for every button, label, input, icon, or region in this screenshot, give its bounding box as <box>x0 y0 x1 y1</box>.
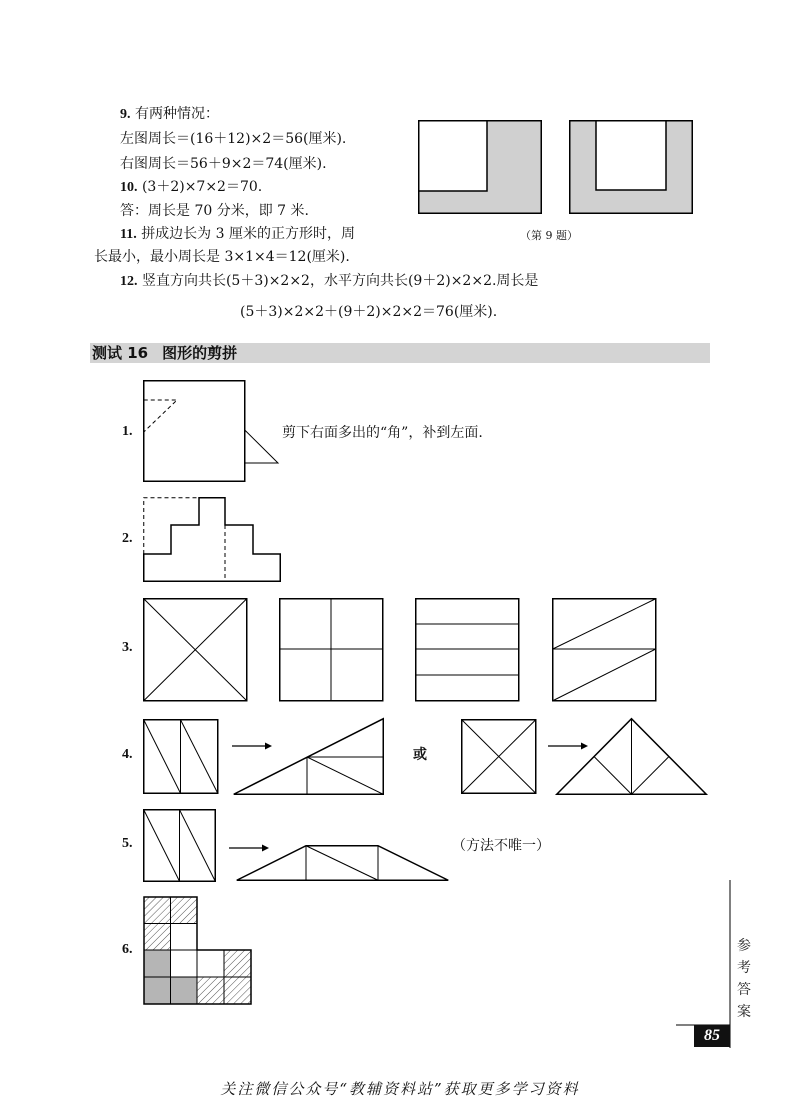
item3-square-quarters <box>279 598 384 702</box>
item5-note: （方法不唯一） <box>452 838 550 854</box>
q9-heading <box>120 104 219 125</box>
q10-number: 10. <box>120 180 138 195</box>
section-label: 测试 16 <box>92 344 149 362</box>
q11-line1 <box>120 224 355 245</box>
page-number: 85 <box>694 1025 730 1047</box>
footer-note: 关注微信公众号“教辅资料站”获取更多学习资料 <box>220 1080 580 1098</box>
item3-square-strips <box>415 598 520 702</box>
item5-result-trapezoid <box>236 845 450 882</box>
section-heading <box>92 343 237 363</box>
sidebar-label: 参考答案 <box>737 938 751 1020</box>
q12-line1 <box>120 271 538 292</box>
item5-number: 5. <box>122 836 133 851</box>
item4-square-a <box>143 719 219 795</box>
q9-number: 9. <box>120 107 131 122</box>
item5-square <box>143 809 217 883</box>
item3-number: 3. <box>122 640 133 655</box>
item3-square-diagonals <box>143 598 248 702</box>
item6-number: 6. <box>122 942 133 957</box>
q11-line2: 长最小，最小周长是 3×1×4＝12(厘米). <box>94 249 350 265</box>
item4-or: 或 <box>413 747 427 763</box>
item1-figure <box>143 380 283 484</box>
item4-result-triangle-b <box>556 718 708 796</box>
q9-right-figure <box>569 120 693 214</box>
section-title: 图形的剪拼 <box>162 344 238 362</box>
q10-formula: (3＋2)×7×2＝70. <box>141 179 263 195</box>
q11-number: 11. <box>120 227 137 242</box>
q12-text1: 竖直方向共长(5＋3)×2×2，水平方向共长(9＋2)×2×2.周长是 <box>141 273 539 289</box>
item6-grid-figure <box>143 896 253 1006</box>
q12-number: 12. <box>120 274 138 289</box>
q9-caption: （第 9 题） <box>520 229 578 242</box>
item4-number: 4. <box>122 747 133 762</box>
q11-text1: 拼成边长为 3 厘米的正方形时，周 <box>141 226 355 242</box>
q9-left-figure <box>418 120 542 214</box>
q9-right-perimeter: 右图周长＝56＋9×2＝74(厘米). <box>120 156 327 172</box>
q9-left-perimeter: 左图周长＝(16＋12)×2＝56(厘米). <box>120 131 347 147</box>
item1-text: 剪下右面多出的“角”，补到左面. <box>282 425 483 441</box>
q12-line2: (5＋3)×2×2＋(9＋2)×2×2＝76(厘米). <box>240 304 498 320</box>
item4-square-b <box>461 719 537 795</box>
item3-square-slanted <box>552 598 657 702</box>
q10-formula-line <box>120 177 262 198</box>
item1-number: 1. <box>122 424 133 439</box>
q9-intro: 有两种情况： <box>134 106 219 122</box>
item2-figure <box>143 497 283 583</box>
item2-number: 2. <box>122 531 133 546</box>
q10-answer: 答：周长是 70 分米，即 7 米. <box>120 203 309 219</box>
item4-result-triangle <box>233 718 385 796</box>
